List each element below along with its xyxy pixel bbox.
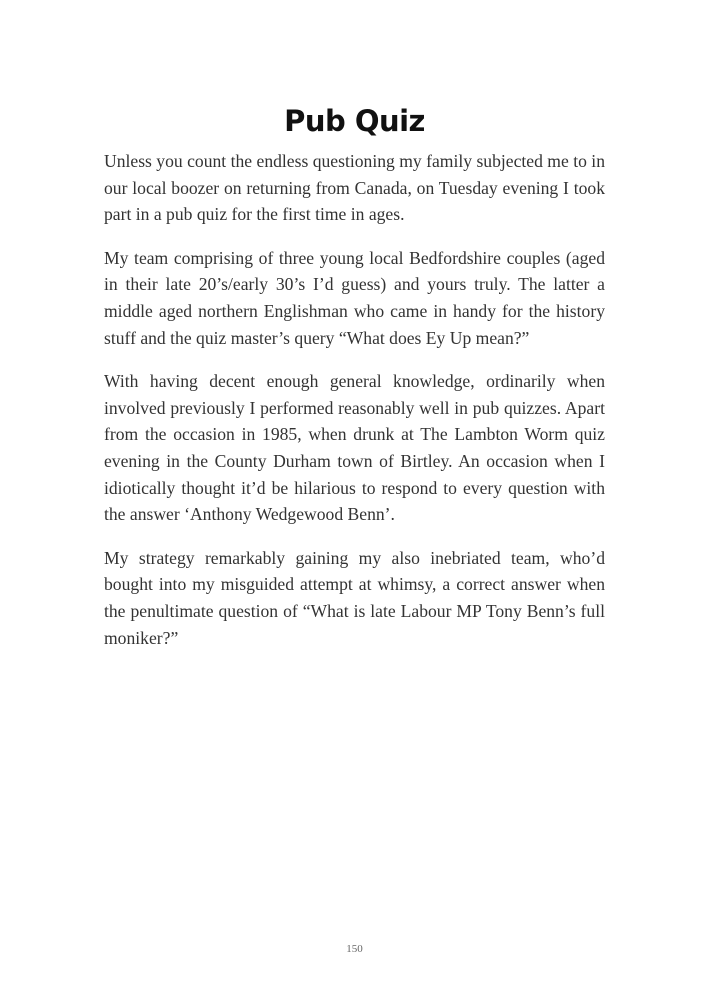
paragraph-2: My team comprising of three young local Bedfordshire couples (aged in their late 20’s/early 30’s I’d guess) and yours truly. The latter a middle aged northern Englishman who came in handy for the history stuff and the quiz master’s query “What does Ey Up mean?”: [104, 247, 605, 348]
page-number: 150: [346, 943, 363, 955]
body-text: [104, 148, 605, 668]
page-title: Pub Quiz: [284, 104, 425, 139]
paragraph-4: My strategy remarkably gaining my also inebriated team, who’d bought into my misguided attempt at whimsy, a correct answer when the penultimate question of “What is late Labour MP Tony Benn’s full moniker?”: [104, 547, 605, 648]
paragraph-3: With having decent enough general knowledge, ordinarily when involved previously I performed reasonably well in pub quizzes. Apart from the occasion in 1985, when drunk at The Lambton Worm quiz evening in the County Durham town of Birtley. An occasion when I idiotically thought it’d be hilarious to respond to every question with the answer ‘Anthony Wedgewood Benn’.: [104, 371, 605, 525]
paragraph-1: Unless you count the endless questioning my family subjected me to in our local boozer on returning from Canada, on Tuesday evening I took part in a pub quiz for the first time in ages.: [104, 151, 605, 225]
